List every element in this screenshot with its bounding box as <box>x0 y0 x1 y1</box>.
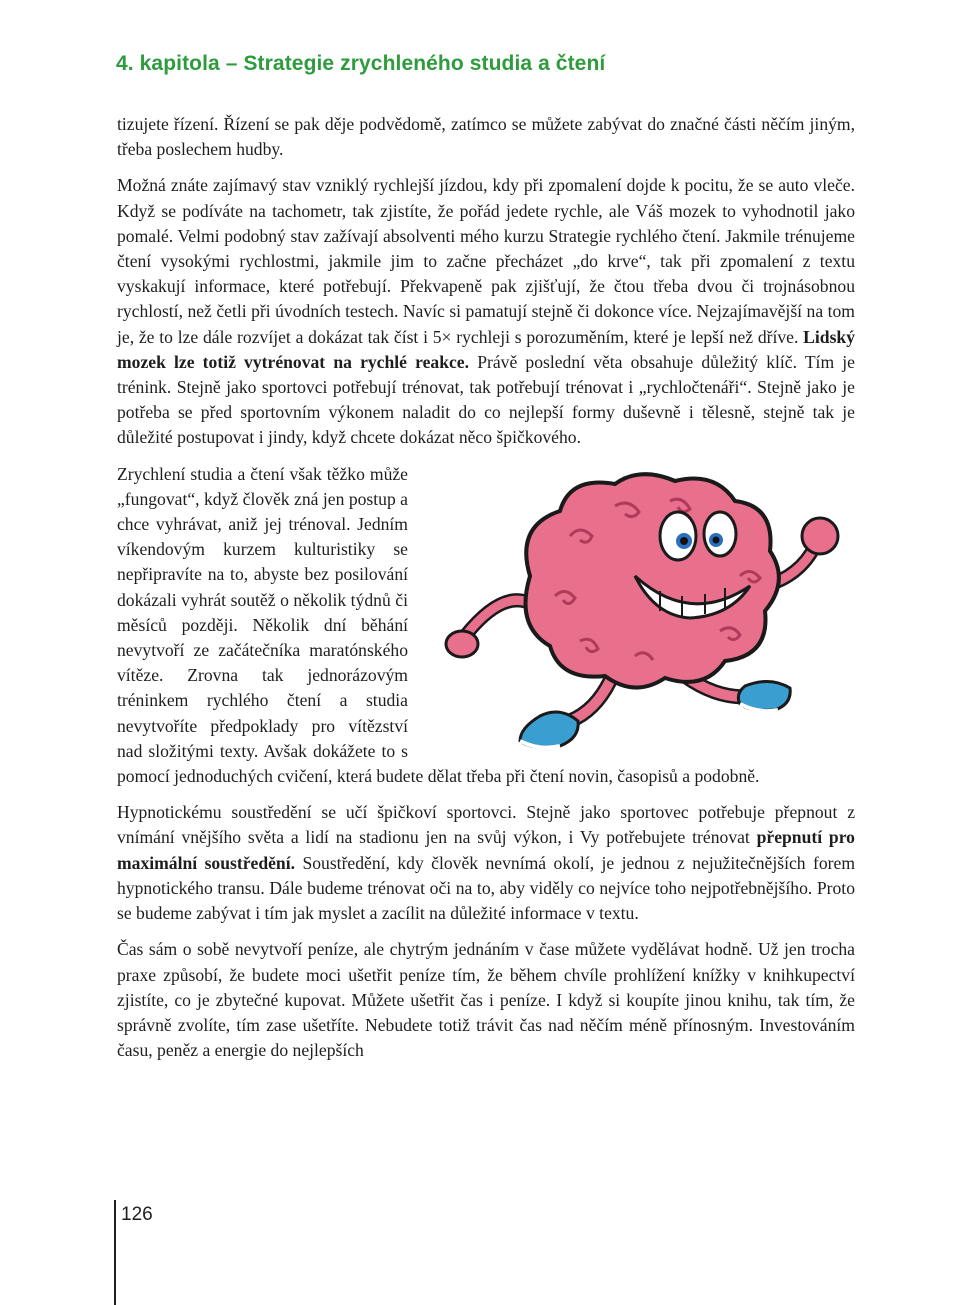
page-number-rule <box>114 1200 116 1305</box>
chapter-title: 4. kapitola – Strategie zrychleného studia a čtení <box>116 52 606 75</box>
paragraph-5: Čas sám o sobě nevytvoří peníze, ale chytrým jednáním v čase můžete vydělávat hodně. Už jen trocha praxe způsobí, že budete moci ušetřit peníze tím, že během chvíle prohlížení knížky v knihkupectví zjistíte, co je zbytečné kupovat. Můžete ušetřit čas i peníze. I když si koupíte jinou knihu, tak tím, že správně zvolíte, tím zase ušetříte. Nebudete totiž trávit čas nad něčím méně přínosným. Investováním času, peněz a energie do nejlepších <box>117 939 855 1061</box>
paragraph-2: Možná znáte zajímavý stav vzniklý rychlejší jízdou, kdy při zpomalení dojde k pocitu, že se auto vleče. Když se podíváte na tachometr, tak zjistíte, že pořád jedete rychle, ale Váš mozek to vyhodnotil jako pomalé. Velmi podobný stav zažívají absolventi mého kurzu Strategie rychlého čtení. Jakmile trénujeme čtení vysokými rychlostmi, jakmile jim to začne přecházet „do krve“, tak při zpomalení z textu vyskakují informace, které potřebují. Překvapeně pak zjišťují, že čtou třeba dvou či trojnásobnou rychlostí, než četli při úvodních testech. Navíc si pamatují stejně či dokonce více. Nejzajímavější na tom je, že to lze dále rozvíjet a dokázat tak číst i 5× rychleji s porozuměním, které je lepší než dříve. Lidský mozek lze totiž vytrénovat na rychlé reakce. Právě poslední věta obsahuje důležitý klíč. Tím je trénink. Stejně jako sportovci potřebují trénovat, tak potřebují trénovat i „rychločtenáři“. Stejně jako je potřeba se před sportovním výkonem naladit do co nejlepší formy duševně i tělesně, stejně tak je důležité postupovat i jindy, když chcete dokázat něco špičkového. <box>117 175 855 448</box>
page-number: 126 <box>121 1204 153 1225</box>
body-text <box>117 112 855 1074</box>
running-brain-illustration <box>420 466 865 764</box>
paragraph-4: Hypnotickému soustředění se učí špičkoví sportovci. Stejně jako sportovec potřebuje přepnout z vnímání vnějšího světa a lidí na stadionu jen na svůj výkon, i Vy potřebujete trénovat přepnutí pro maximální soustředění. Soustředění, kdy člověk nevnímá okolí, je jednou z nejužitečnějších forem hypnotického transu. Dále budeme trénovat oči na to, aby viděly co nejvíce toho nejpotřebnějšího. Proto se budeme zabývat i tím jak myslet a zacílit na důležité informace v textu. <box>117 802 856 924</box>
running-brain-icon <box>420 466 865 764</box>
bold-statement-2: přepnutí pro maximální soustředění. <box>117 827 855 873</box>
paragraph-1: tizujete řízení. Řízení se pak děje podvědomě, zatímco se můžete zabývat do značné části něčím jiným, třeba poslechem hudby. <box>117 114 855 160</box>
paragraph-3: Zrychlení studia a čtení však těžko může „fungovat“, když člověk zná jen postup a chce vyhrávat, aniž jej trénoval. Jedním víkendovým kurzem kulturistiky se nepřipravíte na to, abyste bez posilování dokázali vyhrát soutěž o několik týdnů či měsíců později. Několik dní běhání nevytvoří ze začátečníka maratónského vítěze. Zrovna tak jednorázovým tréninkem rychlého čtení a studia nevytvoříte předpoklady pro vítězství nad složitými texty. Avšak dokážete to s pomocí jednoduchých cvičení, která budete dělat třeba při čtení novin, časopisů a podobně. <box>117 462 855 790</box>
bold-statement: Lidský mozek lze totiž vytrénovat na rychlé reakce. <box>117 326 855 372</box>
